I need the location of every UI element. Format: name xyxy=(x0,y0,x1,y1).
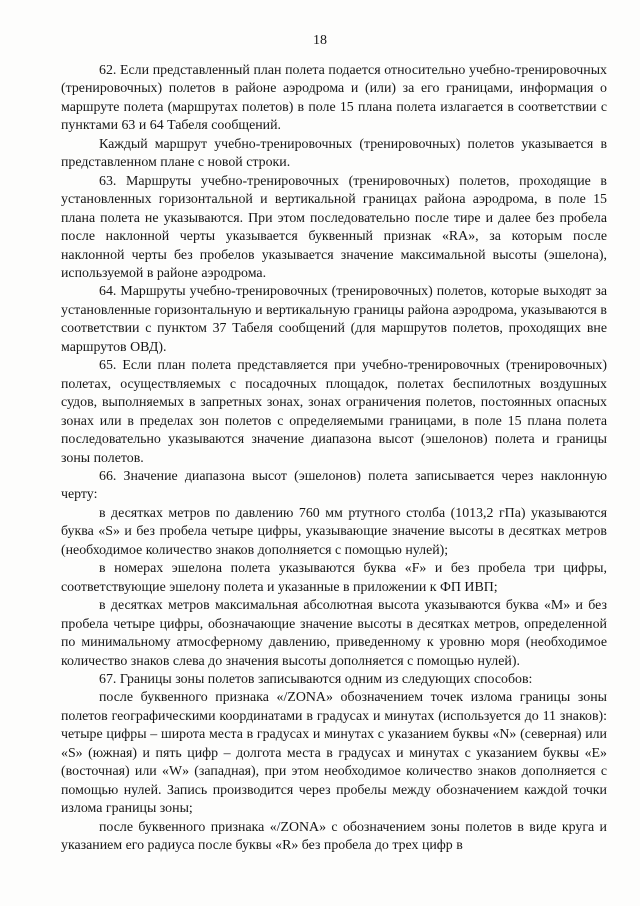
document-body xyxy=(61,62,607,855)
paragraph-67-circle-method: после буквенного признака «/ZONA» с обозначением зоны полетов в виде круга и указанием его радиуса после буквы «R» без пробела до трех цифр в xyxy=(61,819,607,854)
paragraph-64: 64. Маршруты учебно-тренировочных (тренировочных) полетов, которые выходят за установленные горизонтальную и вертикальную границы района аэродрома, указываются в соответствии с пунктом 37 Табеля сообщений (для маршрутов полетов, проходящих вне маршрутов ОВД). xyxy=(61,284,607,355)
paragraph-66-max-altitude: в десятках метров максимальная абсолютная высота указываются буква «M» и без пробела четыре цифры, обозначающие значение высоты в десятках метров, определенной по минимальному атмосферному давлению, приведенному к уровню моря (необходимое количество знаков слева до значения высоты дополняется с помощью нулей). xyxy=(61,598,607,669)
paragraph-66-meters-pressure: в десятках метров по давлению 760 мм ртутного столба (1013,2 гПа) указываются буква «S» и без пробела четыре цифры, указывающие значение высоты в десятках метров (необходимое количество знаков дополняется с помощью нулей); xyxy=(61,505,607,558)
paragraph-62-route-line: Каждый маршрут учебно-тренировочных (тренировочных) полетов указывается в представленном плане с новой строки. xyxy=(61,136,607,171)
paragraph-67: 67. Границы зоны полетов записываются одним из следующих способов: xyxy=(99,671,533,687)
paragraph-65: 65. Если план полета представляется при учебно-тренировочных (тренировочных) полетах, осуществляемых с посадочных площадок, полетах беспилотных воздушных судов, выполняемых в запретных зонах, зонах ограничения полетов, постоянных опасных зонах или в пределах зон полетов с определяемыми границами, в поле 15 плана полета последовательно указываются значение диапазона высот (эшелонов) полета и границы зоны полетов. xyxy=(61,358,607,466)
paragraph-66: 66. Значение диапазона высот (эшелонов) полета записывается через наклонную черту: xyxy=(61,468,607,503)
paragraph-66-flight-level: в номерах эшелона полета указываются буква «F» и без пробела три цифры, соответствующие эшелону полета и указанные в приложении к ФП ИВП; xyxy=(61,561,607,595)
paragraph-67-points-method: после буквенного признака «/ZONA» обозначением точек излома границы зоны полетов географическими координатами в градусах и минутах (используется до 11 знаков): четыре цифры – широта места в градусах и минутах с указанием буквы «N» (северная) или «S» (южная) и пять цифр – долгота места в градусах и минутах с указанием буквы «E» (восточная) или «W» (западная), при этом необходимое количество знаков дополняется с помощью нулей. Запись производится через пробелы между обозначением каждой точки излома границы зоны; xyxy=(61,690,607,817)
paragraph-62: 62. Если представленный план полета подается относительно учебно-тренировочных (тренировочных) полетов в районе аэродрома и (или) за его границами, информация о маршруте полета (маршрутах полетов) в поле 15 плана полета излагается в соответствии с пунктами 63 и 64 Табеля сообщений. xyxy=(61,63,607,134)
paragraph-63: 63. Маршруты учебно-тренировочных (тренировочных) полетов, проходящие в установленных горизонтальной и вертикальной границах района аэродрома, в поле 15 плана полета не указываются. При этом последовательно после тире и далее без пробела после наклонной черты указывается буквенный признак «RA», за которым после наклонной черты без пробелов указывается значение максимальной высоты (эшелона), используемой в районе аэродрома. xyxy=(61,173,607,281)
page-number: 18 xyxy=(313,33,327,48)
